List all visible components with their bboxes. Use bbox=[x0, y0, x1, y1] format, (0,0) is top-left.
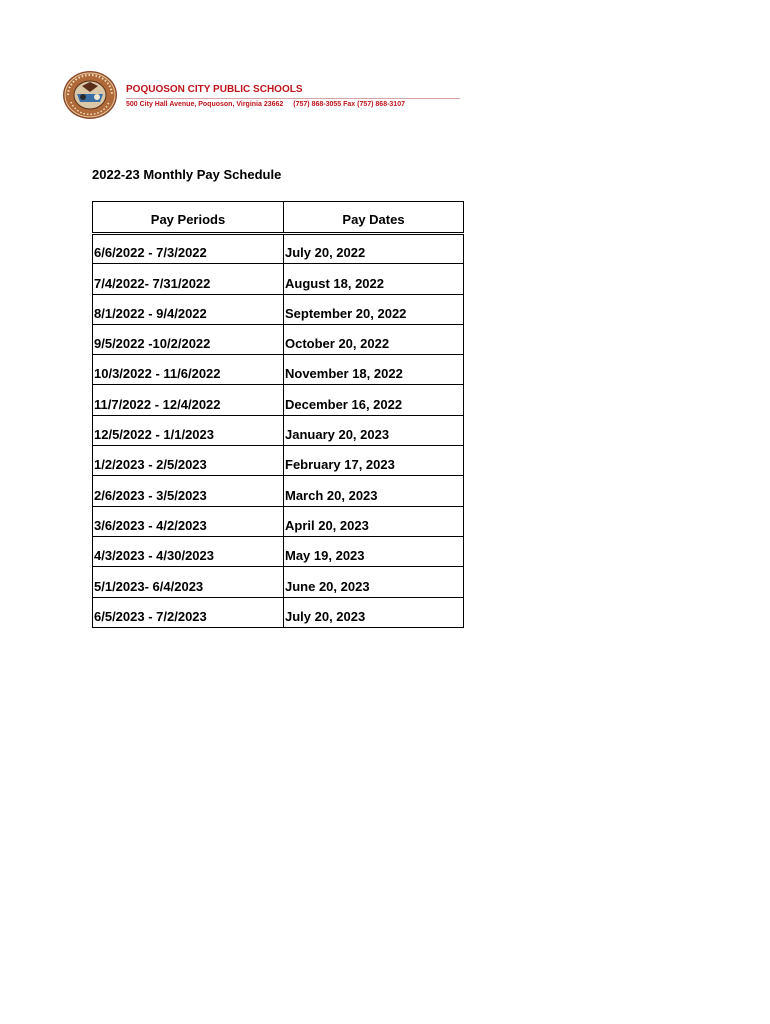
pay-date-cell: August 18, 2022 bbox=[284, 264, 464, 294]
pay-period-cell: 10/3/2022 - 11/6/2022 bbox=[93, 355, 284, 385]
table-row bbox=[93, 506, 464, 536]
table-row bbox=[93, 536, 464, 566]
table-row bbox=[93, 476, 464, 506]
pay-date-cell: September 20, 2022 bbox=[284, 294, 464, 324]
pay-period-cell: 6/6/2022 - 7/3/2022 bbox=[93, 234, 284, 264]
pay-period-cell: 6/5/2023 - 7/2/2023 bbox=[93, 597, 284, 627]
pay-period-cell: 12/5/2022 - 1/1/2023 bbox=[93, 415, 284, 445]
table-row bbox=[93, 324, 464, 354]
pay-period-cell: 11/7/2022 - 12/4/2022 bbox=[93, 385, 284, 415]
pay-period-cell: 5/1/2023- 6/4/2023 bbox=[93, 567, 284, 597]
school-seal-icon bbox=[62, 70, 118, 120]
pay-date-cell: February 17, 2023 bbox=[284, 446, 464, 476]
table-body bbox=[93, 234, 464, 628]
pay-period-cell: 3/6/2023 - 4/2/2023 bbox=[93, 506, 284, 536]
pay-period-cell: 9/5/2022 -10/2/2022 bbox=[93, 324, 284, 354]
page-title: 2022-23 Monthly Pay Schedule bbox=[92, 167, 282, 182]
pay-period-cell: 2/6/2023 - 3/5/2023 bbox=[93, 476, 284, 506]
table-row bbox=[93, 415, 464, 445]
pay-date-cell: January 20, 2023 bbox=[284, 415, 464, 445]
table-row bbox=[93, 446, 464, 476]
org-contact-line bbox=[126, 101, 405, 108]
pay-period-cell: 4/3/2023 - 4/30/2023 bbox=[93, 536, 284, 566]
pay-period-cell: 8/1/2022 - 9/4/2022 bbox=[93, 294, 284, 324]
pay-date-cell: April 20, 2023 bbox=[284, 506, 464, 536]
pay-date-cell: December 16, 2022 bbox=[284, 385, 464, 415]
table-row bbox=[93, 567, 464, 597]
header-pay-dates: Pay Dates bbox=[284, 202, 464, 234]
pay-period-cell: 1/2/2023 - 2/5/2023 bbox=[93, 446, 284, 476]
org-address: 500 City Hall Avenue, Poquoson, Virginia 23662 bbox=[126, 101, 284, 108]
table-row bbox=[93, 294, 464, 324]
table-row bbox=[93, 234, 464, 264]
table-header-row bbox=[93, 202, 464, 234]
pay-date-cell: October 20, 2022 bbox=[284, 324, 464, 354]
pay-date-cell: July 20, 2023 bbox=[284, 597, 464, 627]
pay-date-cell: July 20, 2022 bbox=[284, 234, 464, 264]
table-row bbox=[93, 355, 464, 385]
table-row bbox=[93, 264, 464, 294]
pay-period-cell: 7/4/2022- 7/31/2022 bbox=[93, 264, 284, 294]
org-phone-fax: (757) 868-3055 Fax (757) 868-3107 bbox=[293, 101, 405, 108]
pay-date-cell: November 18, 2022 bbox=[284, 355, 464, 385]
pay-date-cell: March 20, 2023 bbox=[284, 476, 464, 506]
org-name: POQUOSON CITY PUBLIC SCHOOLS bbox=[126, 84, 303, 95]
pay-schedule-table bbox=[92, 201, 464, 628]
table-row bbox=[93, 597, 464, 627]
pay-date-cell: June 20, 2023 bbox=[284, 567, 464, 597]
header-pay-periods: Pay Periods bbox=[93, 202, 284, 234]
header-divider bbox=[126, 98, 460, 99]
pay-date-cell: May 19, 2023 bbox=[284, 536, 464, 566]
table-row bbox=[93, 385, 464, 415]
